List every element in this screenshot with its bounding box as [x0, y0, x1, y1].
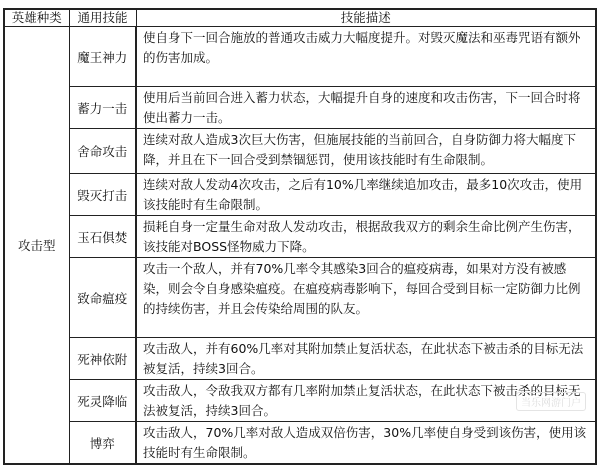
table-row — [4, 27, 596, 87]
skill-desc: 连续对敌人造成3次巨大伤害，但施展技能的当前回合，自身防御力将大幅度下降，并且在下一回合受到禁锢惩罚，使用该技能时有生命限制。 — [136, 129, 596, 174]
skill-name: 死灵降临 — [69, 380, 136, 422]
table-row — [4, 174, 596, 216]
skill-name: 博弈 — [69, 422, 136, 465]
skill-desc: 攻击敌人，并有60%几率对其附加禁止复活状态，在此状态下被击杀的目标无法被复活，持续3回合。 — [136, 338, 596, 380]
table-row — [4, 129, 596, 174]
skill-desc: 损耗自身一定量生命对敌人发动攻击，根据敌我双方的剩余生命比例产生伤害，该技能对BOSS怪物威力下降。 — [136, 216, 596, 258]
skill-table — [3, 8, 597, 465]
header-row — [4, 9, 596, 27]
header-description: 技能描述 — [136, 9, 596, 27]
table-row — [4, 380, 596, 422]
skill-name: 舍命攻击 — [69, 129, 136, 174]
table-row — [4, 216, 596, 258]
skill-desc: 使用后当前回合进入蓄力状态，大幅提升自身的速度和攻击伤害，下一回合时将使出蓄力一击。 — [136, 87, 596, 129]
header-skill: 通用技能 — [69, 9, 136, 27]
skill-desc: 攻击敌人，70%几率对敌人造成双倍伤害，30%几率使自身受到该伤害，使用该技能时有生命限制。 — [136, 422, 596, 465]
skill-desc: 攻击一个敌人，并有70%几率令其感染3回合的瘟疫病毒，如果对方没有被感染，则会令自身感染瘟疫。在瘟疫病毒影响下，每回合受到目标一定防御力比例的持续伤害，并且会传染给周围的队友。 — [136, 258, 596, 338]
skill-desc: 攻击敌人，令敌我双方都有几率附加禁止复活状态，在此状态下被击杀的目标无法被复活，持续3回合。 — [136, 380, 596, 422]
skill-name: 蓄力一击 — [69, 87, 136, 129]
skill-name: 玉石俱焚 — [69, 216, 136, 258]
skill-name: 毁灭打击 — [69, 174, 136, 216]
skill-name: 致命瘟疫 — [69, 258, 136, 338]
table-row — [4, 422, 596, 465]
skill-desc: 连续对敌人发动4次攻击，之后有10%几率继续追加攻击，最多10次攻击，使用该技能时有生命限制。 — [136, 174, 596, 216]
table-row — [4, 338, 596, 380]
header-hero-type: 英雄种类 — [4, 9, 69, 27]
skill-name: 死神依附 — [69, 338, 136, 380]
table-row — [4, 258, 596, 338]
table-row — [4, 87, 596, 129]
skill-name: 魔王神力 — [69, 27, 136, 87]
watermark: 当乐网游门户 — [516, 392, 586, 411]
skill-desc: 使自身下一回合施放的普通攻击威力大幅度提升。对毁灭魔法和巫毒咒语有额外的伤害加成。 — [136, 27, 596, 87]
hero-type-cell: 攻击型 — [4, 27, 69, 465]
